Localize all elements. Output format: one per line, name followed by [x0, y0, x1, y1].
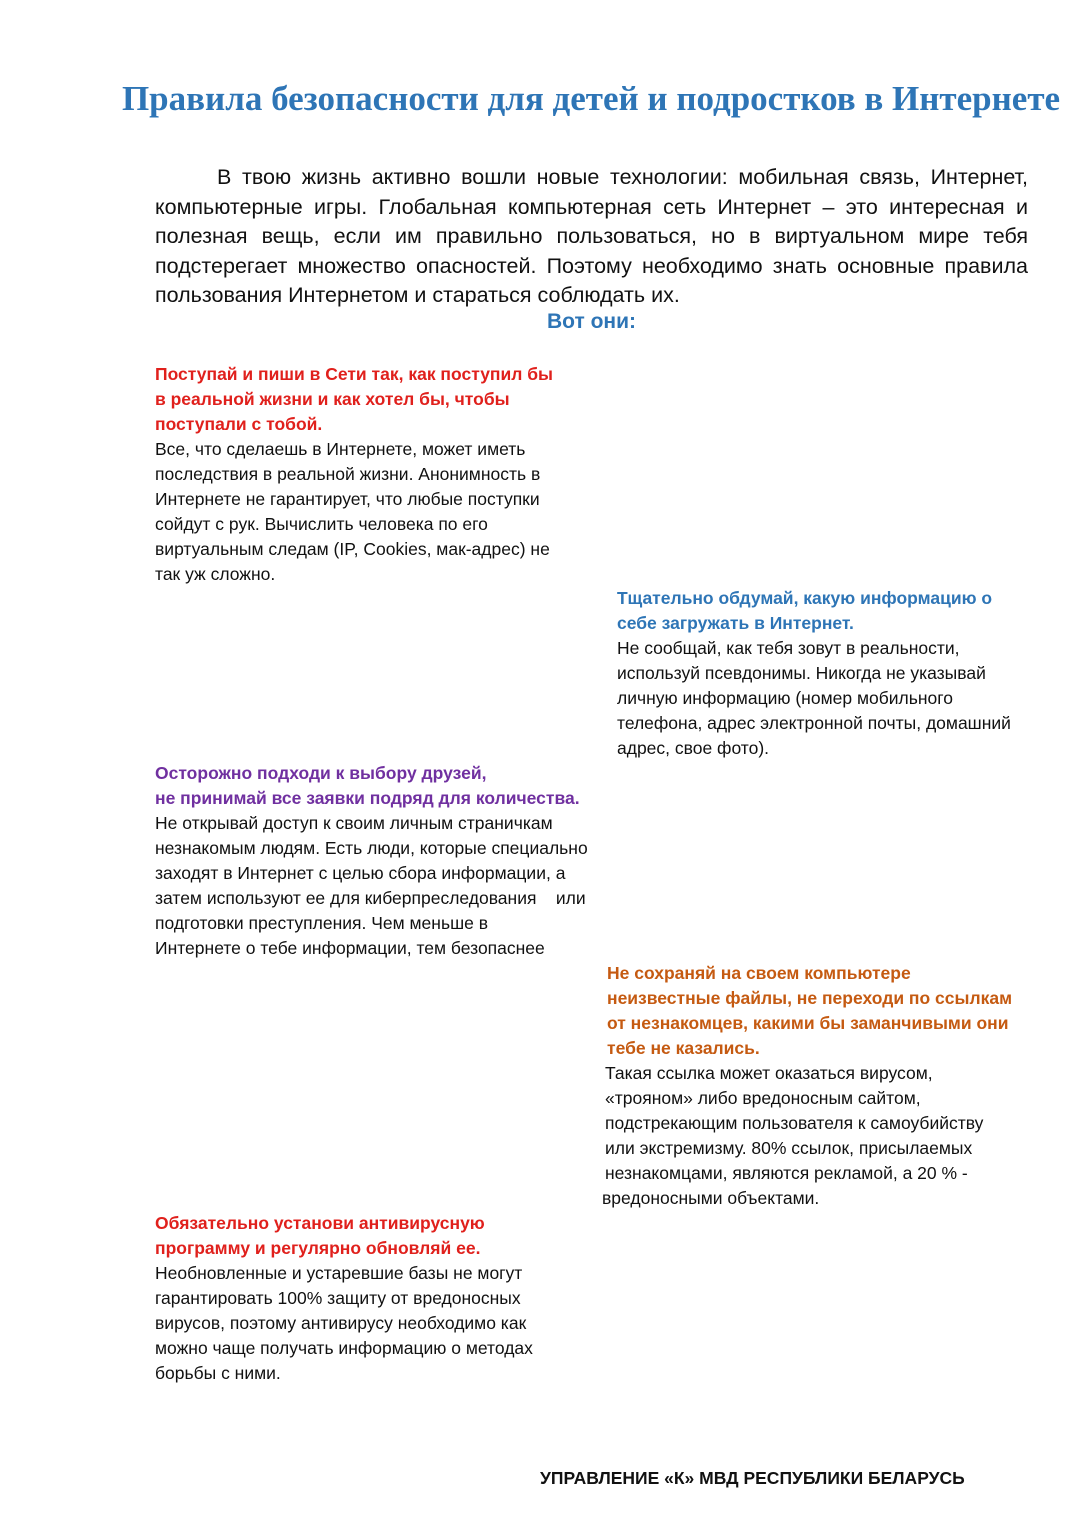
rule-heading [155, 1211, 615, 1261]
rule-body-line: подстрекающим пользователя к самоубийству [605, 1113, 984, 1133]
rule-heading-line: неизвестные файлы, не переходи по ссылкам [607, 988, 1013, 1008]
rule-body-line: Интернете не гарантирует, что любые поступки [155, 489, 540, 509]
rule-body-line: Не сообщай, как тебя зовут в реальности, [617, 638, 960, 658]
rule-heading [155, 362, 615, 437]
rule-body-line: «трояном» либо вредоносным сайтом, [605, 1088, 921, 1108]
rule-body-line: сойдут с рук. Вычислить человека по его [155, 514, 488, 534]
rule-heading-line: Обязательно установи антивирусную [155, 1213, 485, 1233]
rule-card-1 [155, 362, 615, 587]
rule-heading-line: в реальной жизни и как хотел бы, чтобы [155, 389, 510, 409]
rule-body-line: вредоносными объектами. [602, 1188, 820, 1208]
rule-heading-line: Осторожно подходи к выбору друзей, [155, 763, 487, 783]
page-title: Правила безопасности для детей и подростков в Интернете [121, 79, 1061, 118]
rule-body-line: последствия в реальной жизни. Анонимность в [155, 464, 541, 484]
rule-body-line: Все, что сделаешь в Интернете, может иметь [155, 439, 526, 459]
rule-body-line: гарантировать 100% защиту от вредоносных [155, 1288, 521, 1308]
rule-heading-line: Поступай и пиши в Сети так, как поступил бы [155, 364, 553, 384]
rule-body [155, 811, 615, 961]
rule-card-5 [155, 1211, 615, 1386]
rule-card-3 [155, 761, 615, 961]
rule-body-line: Не открывай доступ к своим личным страничкам [155, 813, 553, 833]
rule-heading [602, 961, 1062, 1061]
intro-paragraph: В твою жизнь активно вошли новые технологии: мобильная связь, Интернет, компьютерные игры. Глобальная компьютерная сеть Интернет – это интересная и полезная вещь, если им правильно пользоваться, но в виртуальном мире тебя подстерегает множество опасностей. Поэтому необходимо знать основные правила пользования Интернетом и стараться соблюдать их. [155, 165, 1028, 307]
rule-card-4 [602, 961, 1062, 1211]
rule-heading-line: Тщательно обдумай, какую информацию о [617, 588, 993, 608]
rule-heading-line: себе загружать в Интернет. [617, 613, 854, 633]
rule-body-line: Интернете о тебе информации, тем безопаснее [155, 938, 545, 958]
rule-body-line: так уж сложно. [155, 564, 276, 584]
rule-body-line: Такая ссылка может оказаться вирусом, [605, 1063, 933, 1083]
rule-body-line: борьбы с ними. [155, 1363, 281, 1383]
rule-body-line: личную информацию (номер мобильного [617, 688, 953, 708]
rule-heading-line: Не сохраняй на своем компьютере [607, 963, 911, 983]
footer-signature: УПРАВЛЕНИЕ «К» МВД РЕСПУБЛИКИ БЕЛАРУСЬ [540, 1468, 965, 1488]
rule-body-line: подготовки преступления. Чем меньше в [155, 913, 489, 933]
rule-body-line: адрес, свое фото). [617, 738, 770, 758]
rule-heading [155, 761, 615, 811]
rule-body-line: затем используют ее для киберпреследования или [155, 888, 586, 908]
rule-heading [617, 586, 1057, 636]
rule-heading-line: программу и регулярно обновляй ее. [155, 1238, 481, 1258]
rule-body-line: вирусов, поэтому антивирусу необходимо как [155, 1313, 527, 1333]
rule-body-line: Необновленные и устаревшие базы не могут [155, 1263, 523, 1283]
rule-body-line: незнакомцами, являются рекламой, а 20 % - [605, 1163, 968, 1183]
rule-body [155, 437, 615, 587]
rule-body [617, 636, 1057, 761]
rule-body [602, 1061, 1062, 1211]
rule-body-line: можно чаще получать информацию о методах [155, 1338, 533, 1358]
rule-body-line: используй псевдонимы. Никогда не указывай [617, 663, 986, 683]
rule-heading-line: не принимай все заявки подряд для количества. [155, 788, 580, 808]
rule-body-line: виртуальным следам (IP, Cookies, мак-адрес) не [155, 539, 550, 559]
rule-body-line: или экстремизму. 80% ссылок, присылаемых [605, 1138, 973, 1158]
rules-subheading: Вот они: [546, 310, 636, 333]
rule-heading-line: поступали с тобой. [155, 414, 323, 434]
rule-heading-line: от незнакомцев, какими бы заманчивыми они [607, 1013, 1009, 1033]
rule-card-2 [617, 586, 1057, 761]
rule-body-line: незнакомым людям. Есть люди, которые специально [155, 838, 588, 858]
rule-body-line: заходят в Интернет с целью сбора информации, а [155, 863, 566, 883]
rule-heading-line: тебе не казались. [607, 1038, 760, 1058]
rule-body-line: телефона, адрес электронной почты, домашний [617, 713, 1011, 733]
rule-body [155, 1261, 615, 1386]
